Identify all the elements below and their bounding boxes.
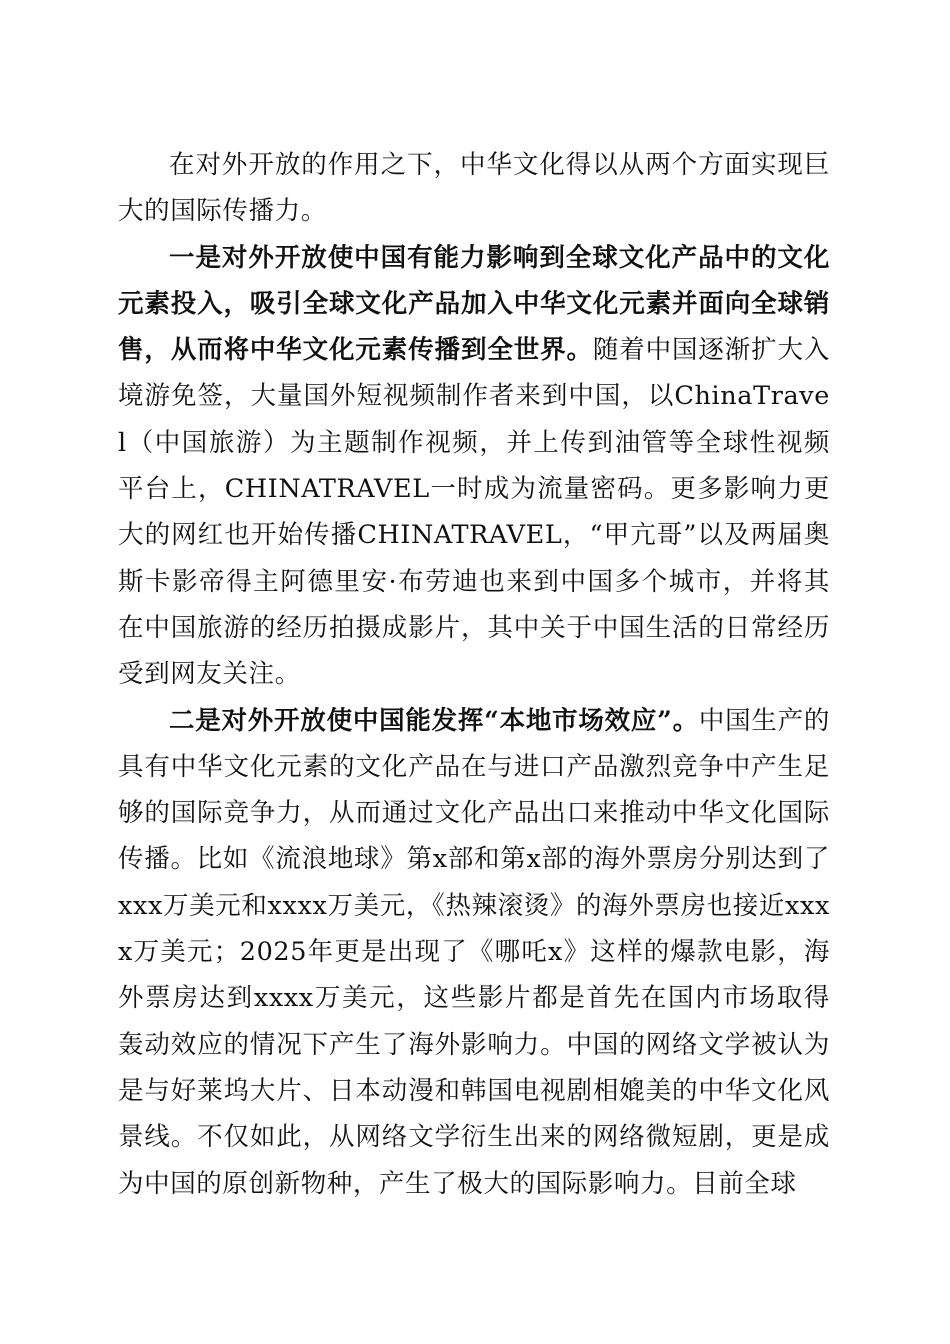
- document-body: [118, 142, 830, 1207]
- paragraph-intro-text: 在对外开放的作用之下，中华文化得以从两个方面实现巨大的国际传播力。: [118, 150, 830, 227]
- paragraph-intro: [118, 142, 830, 235]
- paragraph-point-one-lead: 一是对外开放使中国有能力影响到全球文化产品中的文化元素投入，吸引全球文化产品加入中华文化元素并面向全球销售，从而将中华文化元素传播到全世界。: [118, 242, 830, 366]
- paragraph-point-two-lead: 二是对外开放使中国能发挥“本地市场效应”。: [169, 705, 699, 736]
- paragraph-point-one-text: 随着中国逐渐扩大入境游免签，大量国外短视频制作者来到中国，以ChinaTravel（中国旅游）为主题制作视频，并上传到油管等全球性视频平台上，CHINATRAVEL一时成为流量密码。更多影响力更大的网红也开始传播CHINATRAVEL，“甲亢哥”以及两届奥斯卡影帝得主阿德里安·布劳迪也来到中国多个城市，并将其在中国旅游的经历拍摄成影片，其中关于中国生活的日常经历受到网友关注。: [118, 335, 830, 690]
- paragraph-point-one: [118, 235, 830, 698]
- paragraph-point-two: [118, 698, 830, 1207]
- paragraph-point-two-text: 中国生产的具有中华文化元素的文化产品在与进口产品激烈竞争中产生足够的国际竞争力，从而通过文化产品出口来推动中华文化国际传播。比如《流浪地球》第x部和第x部的海外票房分别达到了xxx万美元和xxxx万美元，《热辣滚烫》的海外票房也接近xxxx万美元；2025年更是出现了《哪吒x》这样的爆款电影，海外票房达到xxxx万美元，这些影片都是首先在国内市场取得轰动效应的情况下产生了海外影响力。中国的网络文学被认为是与好莱坞大片、日本动漫和韩国电视剧相媲美的中华文化风景线。不仅如此，从网络文学衍生出来的网络微短剧，更是成为中国的原创新物种，产生了极大的国际影响力。目前全球: [118, 705, 830, 1199]
